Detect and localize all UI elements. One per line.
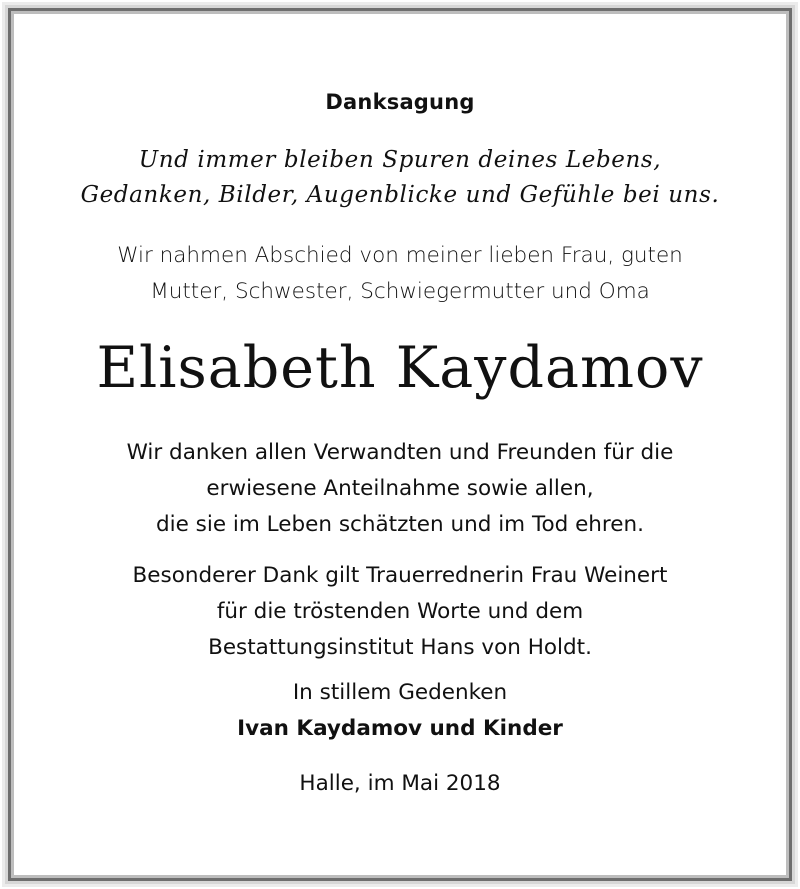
thanks-line-3: die sie im Leben schätzten und im Tod ehren.: [155, 512, 644, 537]
quote-line-1: Und immer bleiben Spuren deines Lebens,: [138, 147, 662, 173]
special-thanks-line-3: Bestattungsinstitut Hans von Holdt.: [208, 635, 592, 660]
place-and-date: Halle, im Mai 2018: [299, 771, 501, 796]
deceased-name: Elisabeth Kaydamov: [96, 335, 704, 401]
thanks-line-1: Wir danken allen Verwandten und Freunden für die: [126, 440, 674, 465]
closing-section: [0, 675, 800, 747]
intro-line-2: Mutter, Schwester, Schwiegermutter und Oma: [150, 279, 650, 304]
farewell-intro: [0, 238, 800, 310]
notice-heading: Danksagung: [325, 90, 475, 114]
intro-line-1: Wir nahmen Abschied von meiner lieben Frau, guten: [117, 243, 683, 268]
thanks-paragraph: [0, 435, 800, 543]
mourners-signature: Ivan Kaydamov und Kinder: [237, 716, 563, 741]
closing-line: In stillem Gedenken: [292, 680, 508, 705]
special-thanks-paragraph: [0, 558, 800, 666]
special-thanks-line-1: Besonderer Dank gilt Trauerrednerin Frau Weinert: [132, 563, 668, 588]
memorial-quote: [0, 143, 800, 213]
thanks-line-2: erwiesene Anteilnahme sowie allen,: [206, 476, 594, 501]
quote-line-2: Gedanken, Bilder, Augenblicke und Gefühle bei uns.: [80, 182, 720, 208]
special-thanks-line-2: für die tröstenden Worte und dem: [216, 599, 584, 624]
